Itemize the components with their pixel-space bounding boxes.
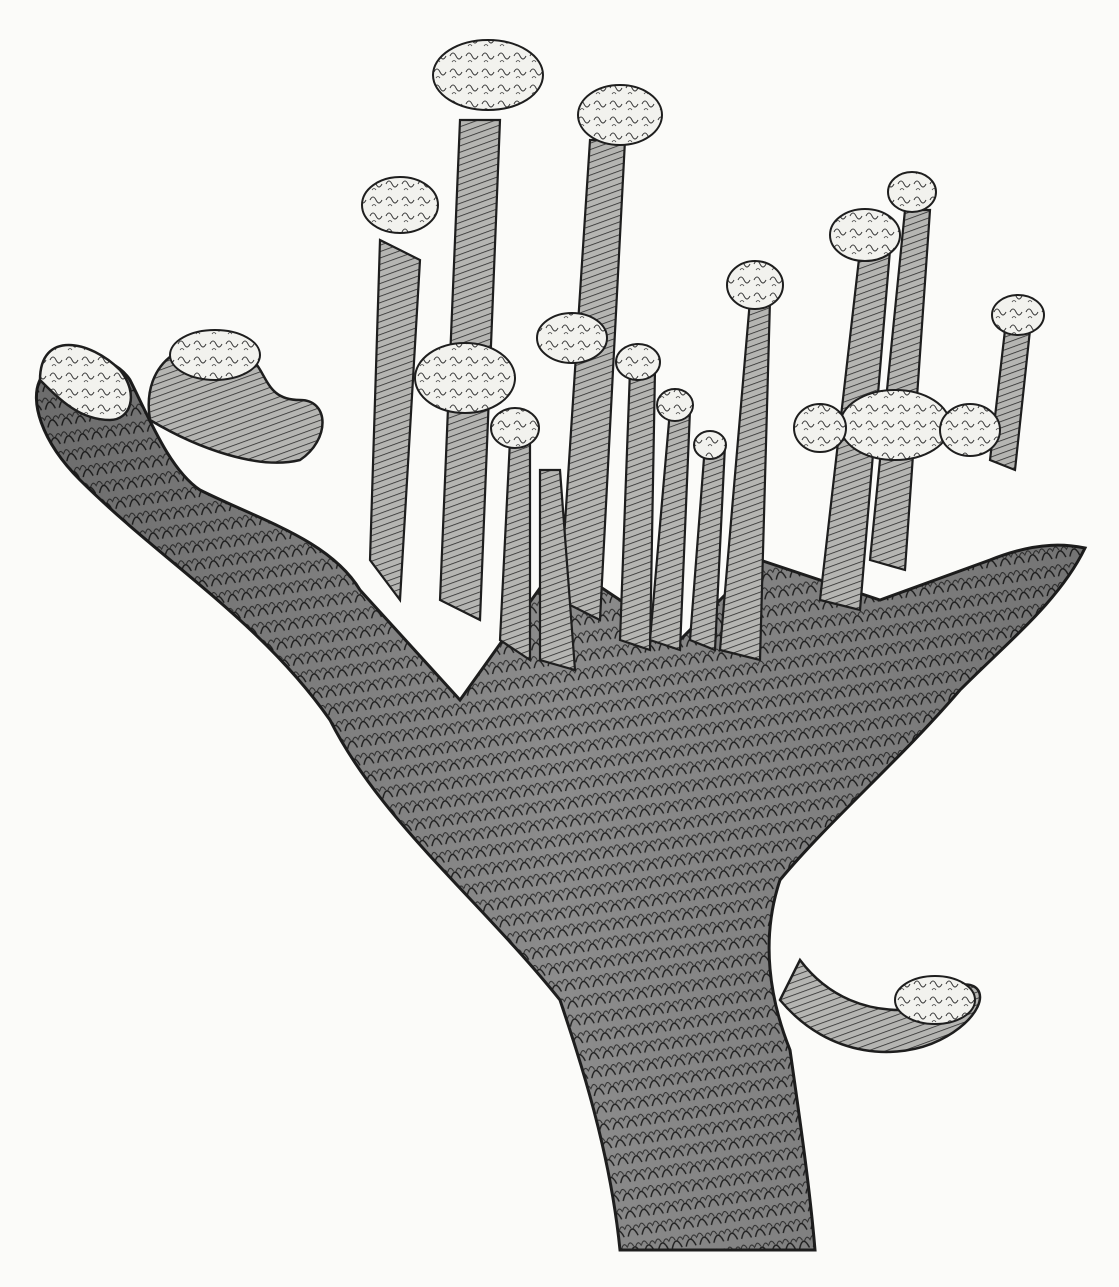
- lower-curl-crest: [895, 976, 975, 1024]
